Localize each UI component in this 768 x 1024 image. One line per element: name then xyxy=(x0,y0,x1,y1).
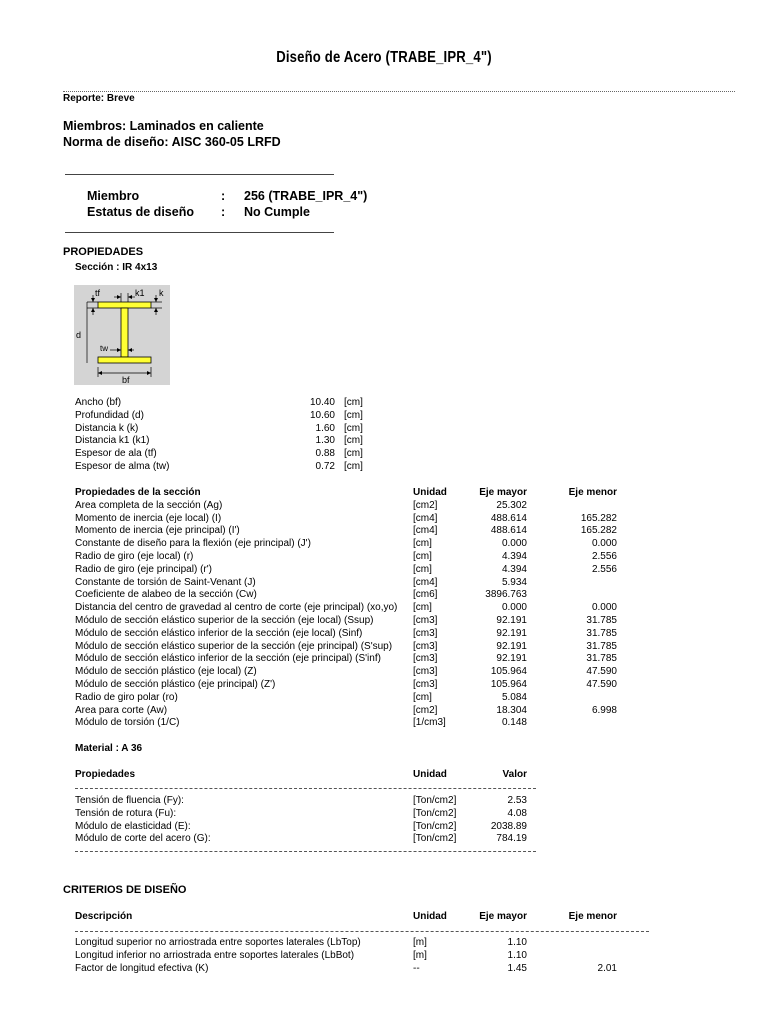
d-label: d xyxy=(76,330,82,340)
material-property: Módulo de corte del acero (G): xyxy=(75,833,211,845)
criteria-description: Longitud superior no arriostrada entre soportes laterales (LbTop) xyxy=(75,937,361,948)
col-header-unit: Unidad xyxy=(413,911,447,922)
material-table xyxy=(75,769,527,782)
table-row xyxy=(75,628,617,641)
property-unit: [1/cm3] xyxy=(413,717,446,729)
property-minor: 31.785 xyxy=(586,614,617,626)
dimension-row xyxy=(75,397,374,410)
property-unit: [cm] xyxy=(413,563,432,575)
property-unit: [cm] xyxy=(413,538,432,550)
property-minor: 0.000 xyxy=(591,538,617,550)
property-minor: 2.556 xyxy=(591,563,617,575)
material-label: Material : A 36 xyxy=(75,743,143,754)
material-property: Tensión de fluencia (Fy): xyxy=(75,795,184,806)
property-minor xyxy=(527,500,617,513)
criteria-heading: CRITERIOS DE DISEÑO xyxy=(63,884,187,896)
criteria-rows xyxy=(75,937,617,975)
property-name: Momento de inercia (eje principal) (I') xyxy=(75,525,240,537)
criteria-unit: [m] xyxy=(413,949,427,961)
property-major: 3896.763 xyxy=(485,589,527,601)
status-value: No Cumple xyxy=(244,205,310,219)
property-minor: 2.556 xyxy=(591,550,617,562)
dimension-unit: [cm] xyxy=(344,448,363,460)
col-header-minor: Eje menor xyxy=(568,911,617,922)
property-minor: 47.590 xyxy=(586,666,617,678)
col-header-desc: Descripción xyxy=(75,911,133,922)
criteria-minor: 2.01 xyxy=(597,962,617,974)
property-unit: [cm2] xyxy=(413,499,438,511)
dimension-value: 10.40 xyxy=(309,397,335,408)
property-major: 92.191 xyxy=(496,627,527,639)
i-beam-figure xyxy=(74,285,170,385)
property-name: Módulo de sección elástico inferior de la sección (eje local) (Sinf) xyxy=(75,627,363,639)
property-name: Area para corte (Aw) xyxy=(75,704,168,716)
property-unit: [cm3] xyxy=(413,614,438,626)
table-row xyxy=(75,821,527,834)
property-major: 0.000 xyxy=(501,602,527,614)
top-flange xyxy=(98,302,151,308)
property-minor: 31.785 xyxy=(586,640,617,652)
k-label: k xyxy=(159,288,164,298)
col-header-unit: Unidad xyxy=(413,769,447,780)
material-value: 2.53 xyxy=(507,795,527,806)
title-divider xyxy=(63,91,735,92)
criteria-description: Longitud inferior no arriostrada entre soportes laterales (LbBot) xyxy=(75,949,355,961)
property-unit: [cm] xyxy=(413,550,432,562)
design-norm: Norma de diseño: AISC 360-05 LRFD xyxy=(63,135,281,149)
table-row xyxy=(75,615,617,628)
property-unit: [cm2] xyxy=(413,704,438,716)
property-major: 488.614 xyxy=(490,525,527,537)
property-name: Area completa de la sección (Ag) xyxy=(75,499,223,511)
section-diagram xyxy=(74,285,170,385)
material-top-rule xyxy=(75,788,536,789)
table-row xyxy=(75,808,527,821)
dimension-value: 1.30 xyxy=(315,435,335,447)
table-header-row xyxy=(75,487,617,500)
criteria-major: 1.45 xyxy=(507,962,527,974)
col-header-major: Eje mayor xyxy=(479,487,527,498)
status-separator: : xyxy=(221,205,226,219)
table-row xyxy=(75,679,617,692)
property-minor xyxy=(527,589,617,602)
property-name: Distancia del centro de gravedad al centro de corte (eje principal) (xo,yo) xyxy=(75,602,398,614)
col-header-desc: Propiedades xyxy=(75,769,136,780)
property-name: Módulo de sección elástico superior de la sección (eje local) (Ssup) xyxy=(75,614,374,626)
table-row xyxy=(75,525,617,538)
property-major: 0.148 xyxy=(501,717,527,729)
dimension-name: Espesor de alma (tw) xyxy=(75,460,170,472)
criteria-major: 1.10 xyxy=(507,937,527,948)
property-major: 92.191 xyxy=(496,614,527,626)
property-unit: [cm4] xyxy=(413,525,438,537)
property-major: 18.304 xyxy=(496,704,527,716)
table-row xyxy=(75,937,617,950)
section-label: Sección : IR 4x13 xyxy=(75,262,158,273)
dimension-unit: [cm] xyxy=(344,422,363,434)
material-unit: [Ton/cm2] xyxy=(413,820,457,832)
criteria-major: 1.10 xyxy=(507,949,527,961)
table-header-row xyxy=(75,911,617,924)
material-value: 784.19 xyxy=(496,833,527,845)
dimension-value: 0.72 xyxy=(315,460,335,472)
dimension-row xyxy=(75,410,374,423)
property-minor: 31.785 xyxy=(586,653,617,665)
report-type: Reporte: Breve xyxy=(63,93,135,104)
property-major: 488.614 xyxy=(490,512,527,524)
table-row xyxy=(75,653,617,666)
material-unit: [Ton/cm2] xyxy=(413,833,457,845)
property-major: 92.191 xyxy=(496,653,527,665)
material-value: 2038.89 xyxy=(490,820,527,832)
tw-label: tw xyxy=(100,344,108,353)
criteria-minor xyxy=(527,937,617,950)
property-name: Coeficiente de alabeo de la sección (Cw) xyxy=(75,589,257,601)
property-name: Radio de giro polar (ro) xyxy=(75,691,178,703)
property-minor: 165.282 xyxy=(580,525,617,537)
property-major: 0.000 xyxy=(501,538,527,550)
property-name: Módulo de sección elástico inferior de la sección (eje principal) (S'inf) xyxy=(75,653,381,665)
material-value: 4.08 xyxy=(507,807,527,819)
property-unit: [cm3] xyxy=(413,678,438,690)
col-header-major: Eje mayor xyxy=(479,911,527,922)
dimension-unit: [cm] xyxy=(344,435,363,447)
criteria-description: Factor de longitud efectiva (K) xyxy=(75,962,209,974)
table-row xyxy=(75,795,527,808)
table-row xyxy=(75,513,617,526)
page-title: Diseño de Acero (TRABE_IPR_4") xyxy=(276,49,492,66)
dimension-value: 0.88 xyxy=(315,448,335,460)
property-major: 92.191 xyxy=(496,640,527,652)
property-name: Módulo de sección plástico (eje principal) (Z') xyxy=(75,678,276,690)
property-minor: 31.785 xyxy=(586,627,617,639)
dimension-unit: [cm] xyxy=(344,409,363,421)
dimension-name: Profundidad (d) xyxy=(75,409,144,421)
property-minor xyxy=(527,717,617,730)
table-row xyxy=(75,705,617,718)
dimension-row xyxy=(75,448,374,461)
dimension-row xyxy=(75,423,374,436)
property-minor: 47.590 xyxy=(586,678,617,690)
table-row xyxy=(75,551,617,564)
table-row xyxy=(75,589,617,602)
material-rows xyxy=(75,795,527,846)
table-row xyxy=(75,602,617,615)
table-header-row xyxy=(75,769,527,782)
table-row xyxy=(75,833,527,846)
k1-label: k1 xyxy=(135,288,145,298)
property-unit: [cm3] xyxy=(413,653,438,665)
table-row xyxy=(75,538,617,551)
material-property: Módulo de elasticidad (E): xyxy=(75,820,191,832)
property-unit: [cm] xyxy=(413,602,432,614)
property-unit: [cm] xyxy=(413,691,432,703)
property-major: 4.394 xyxy=(501,550,527,562)
property-major: 105.964 xyxy=(490,666,527,678)
table-row xyxy=(75,963,617,976)
property-unit: [cm6] xyxy=(413,589,438,601)
member-box-top-rule xyxy=(65,174,334,175)
dimension-row xyxy=(75,461,374,474)
col-header-desc: Propiedades de la sección xyxy=(75,487,201,498)
table-row xyxy=(75,641,617,654)
section-properties-table xyxy=(75,487,617,730)
property-major: 105.964 xyxy=(490,678,527,690)
web xyxy=(121,308,128,357)
property-major: 25.302 xyxy=(496,499,527,511)
criteria-table xyxy=(75,911,617,924)
criteria-unit: [m] xyxy=(413,937,427,948)
property-minor: 6.998 xyxy=(591,704,617,716)
status-label: Estatus de diseño xyxy=(87,205,194,219)
tf-label: tf xyxy=(95,288,101,298)
property-name: Radio de giro (eje principal) (r') xyxy=(75,563,212,575)
dimension-unit: [cm] xyxy=(344,397,363,408)
table-row xyxy=(75,577,617,590)
member-box-bottom-rule xyxy=(65,232,334,233)
property-minor: 165.282 xyxy=(580,512,617,524)
bottom-flange xyxy=(98,357,151,363)
members-type: Miembros: Laminados en caliente xyxy=(63,119,264,133)
col-header-minor: Eje menor xyxy=(568,487,617,498)
property-name: Constante de torsión de Saint-Venant (J) xyxy=(75,576,256,588)
dimension-value: 1.60 xyxy=(315,422,335,434)
properties-heading: PROPIEDADES xyxy=(63,246,144,258)
dimension-unit: [cm] xyxy=(344,460,363,472)
table-row xyxy=(75,692,617,705)
property-name: Módulo de sección plástico (eje local) (Z) xyxy=(75,666,257,678)
table-row xyxy=(75,500,617,513)
table-row xyxy=(75,950,617,963)
property-major: 5.934 xyxy=(501,576,527,588)
property-minor xyxy=(527,577,617,590)
property-unit: [cm3] xyxy=(413,640,438,652)
dimension-value: 10.60 xyxy=(309,409,335,421)
property-unit: [cm3] xyxy=(413,627,438,639)
col-header-value: Valor xyxy=(502,769,527,780)
bf-label: bf xyxy=(122,375,130,385)
property-name: Radio de giro (eje local) (r) xyxy=(75,550,194,562)
table-row xyxy=(75,666,617,679)
property-unit: [cm4] xyxy=(413,512,438,524)
table-row xyxy=(75,717,617,730)
member-value: 256 (TRABE_IPR_4") xyxy=(244,189,368,203)
dimension-name: Distancia k1 (k1) xyxy=(75,435,150,447)
criteria-minor xyxy=(527,950,617,963)
property-major: 5.084 xyxy=(501,691,527,703)
dimension-row xyxy=(75,435,374,448)
material-unit: [Ton/cm2] xyxy=(413,807,457,819)
material-bottom-rule xyxy=(75,851,536,852)
property-unit: [cm4] xyxy=(413,576,438,588)
property-minor xyxy=(527,692,617,705)
property-name: Módulo de torsión (1/C) xyxy=(75,717,180,729)
property-name: Módulo de sección elástico superior de la sección (eje principal) (S'sup) xyxy=(75,640,393,652)
material-property: Tensión de rotura (Fu): xyxy=(75,807,177,819)
dimensions-table xyxy=(75,397,374,474)
property-minor: 0.000 xyxy=(591,602,617,614)
property-unit: [cm3] xyxy=(413,666,438,678)
property-name: Momento de inercia (eje local) (I) xyxy=(75,512,222,524)
property-major: 4.394 xyxy=(501,563,527,575)
criteria-unit: -- xyxy=(413,962,420,974)
dimension-name: Ancho (bf) xyxy=(75,397,122,408)
property-name: Constante de diseño para la flexión (eje principal) (J') xyxy=(75,538,311,550)
dimension-name: Distancia k (k) xyxy=(75,422,139,434)
col-header-unit: Unidad xyxy=(413,487,447,498)
table-row xyxy=(75,564,617,577)
dimension-name: Espesor de ala (tf) xyxy=(75,448,157,460)
criteria-top-rule xyxy=(75,931,649,932)
material-unit: [Ton/cm2] xyxy=(413,795,457,806)
member-separator: : xyxy=(221,189,226,203)
member-label: Miembro xyxy=(87,189,140,203)
